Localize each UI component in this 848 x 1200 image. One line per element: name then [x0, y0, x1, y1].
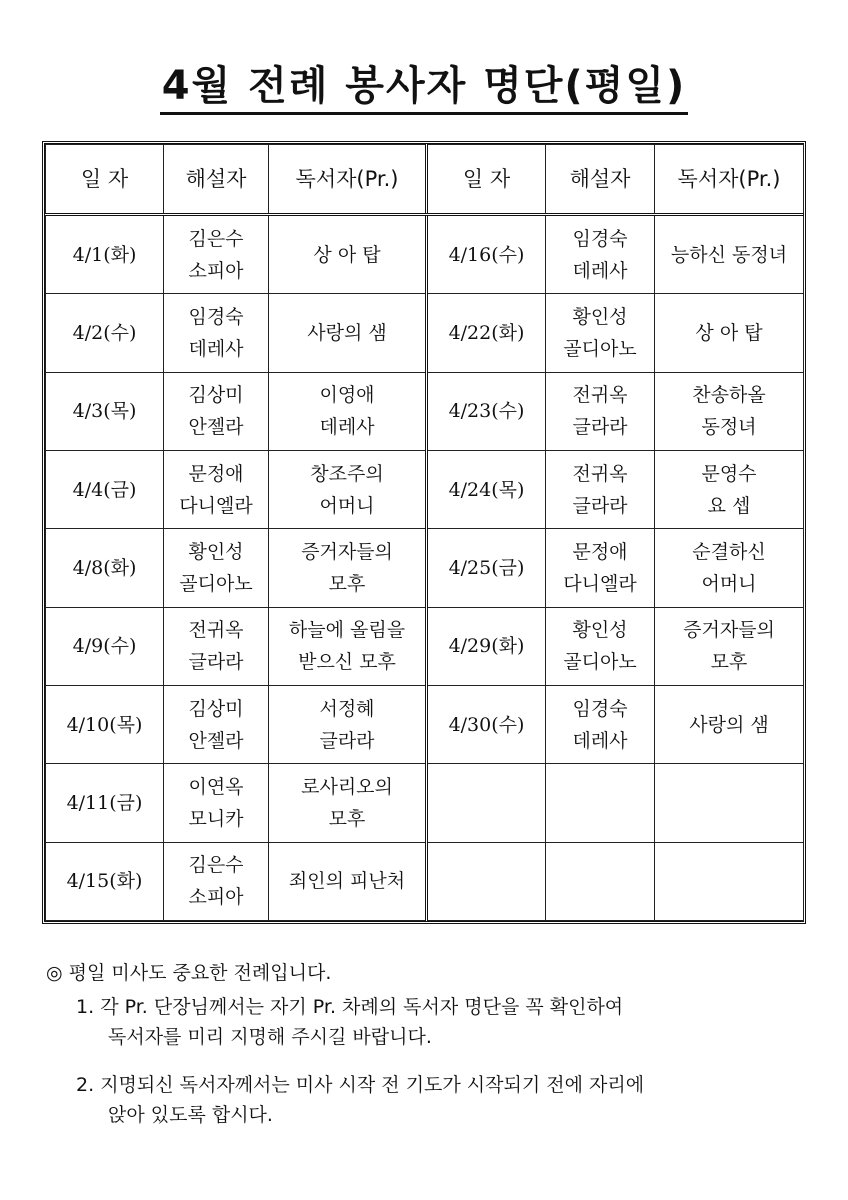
note-number: 2.	[76, 1074, 95, 1096]
date-cell: 4/30(수)	[427, 685, 546, 763]
table-row	[46, 607, 804, 685]
date-cell: 4/1(화)	[46, 215, 164, 294]
table-row	[46, 764, 804, 842]
commentator-cell-line: 황인성	[188, 540, 244, 563]
commentator-cell	[164, 529, 269, 607]
reader-cell	[655, 764, 804, 842]
commentator-cell-line: 골디아노	[563, 651, 637, 674]
reader-cell	[269, 529, 427, 607]
reader-cell	[269, 842, 427, 920]
commentator-cell-line: 임경숙	[572, 227, 628, 250]
commentator-cell-line: 전귀옥	[188, 619, 244, 642]
commentator-cell	[546, 294, 655, 372]
commentator-cell	[164, 685, 269, 763]
reader-cell	[269, 450, 427, 528]
commentator-cell	[164, 450, 269, 528]
commentator-cell-line: 글라라	[572, 416, 628, 439]
table-row	[46, 294, 804, 372]
commentator-cell-line: 데레사	[572, 729, 628, 752]
header-reader-left: 독서자(Pr.)	[269, 145, 427, 215]
header-date-left: 일 자	[46, 145, 164, 215]
note-item	[76, 992, 806, 1052]
date-cell: 4/16(수)	[427, 215, 546, 294]
commentator-cell	[164, 607, 269, 685]
table-row	[46, 842, 804, 920]
reader-cell-line: 모후	[328, 572, 366, 595]
commentator-cell	[546, 215, 655, 294]
reader-cell-line: 어머니	[319, 494, 375, 517]
commentator-cell	[546, 529, 655, 607]
commentator-cell	[546, 685, 655, 763]
note-text-line1: 지명되신 독서자께서는 미사 시작 전 기도가 시작되기 전에 자리에	[100, 1074, 645, 1096]
reader-cell-line: 창조주의	[310, 462, 384, 485]
commentator-cell-line: 글라라	[572, 494, 628, 517]
commentator-cell	[164, 764, 269, 842]
notes-section	[46, 958, 806, 1130]
date-cell: 4/9(수)	[46, 607, 164, 685]
reader-cell-line: 요 셉	[707, 494, 751, 517]
date-cell: 4/29(화)	[427, 607, 546, 685]
reader-cell	[655, 372, 804, 450]
table-row	[46, 372, 804, 450]
reader-cell-line: 상 아 탑	[695, 321, 763, 344]
header-commentator-right: 해설자	[546, 145, 655, 215]
note-text-line2: 독서자를 미리 지명해 주시길 바랍니다.	[108, 1026, 432, 1048]
commentator-cell	[164, 294, 269, 372]
commentator-cell-line: 김은수	[188, 227, 244, 250]
reader-cell-line: 로사리오의	[301, 775, 393, 798]
reader-cell-line: 증거자들의	[683, 619, 775, 642]
reader-cell-line: 상 아 탑	[313, 243, 381, 266]
date-cell: 4/25(금)	[427, 529, 546, 607]
commentator-cell	[546, 450, 655, 528]
reader-cell-line: 서정혜	[319, 697, 375, 720]
reader-cell	[269, 215, 427, 294]
commentator-cell-line: 골디아노	[563, 337, 637, 360]
reader-cell-line: 사랑의 샘	[689, 713, 769, 736]
reader-cell	[269, 372, 427, 450]
reader-cell	[269, 764, 427, 842]
date-cell: 4/11(금)	[46, 764, 164, 842]
reader-cell	[269, 685, 427, 763]
reader-cell-line: 어머니	[701, 572, 757, 595]
commentator-cell-line: 골디아노	[179, 572, 253, 595]
reader-cell	[269, 607, 427, 685]
table-row	[46, 529, 804, 607]
commentator-cell-line: 임경숙	[572, 697, 628, 720]
date-cell: 4/24(목)	[427, 450, 546, 528]
commentator-cell-line: 문정애	[572, 540, 628, 563]
commentator-cell	[164, 372, 269, 450]
reader-cell	[655, 450, 804, 528]
commentator-cell-line: 전귀옥	[572, 384, 628, 407]
reader-cell-line: 하늘에 올림을	[288, 619, 406, 642]
reader-cell-line: 문영수	[701, 462, 757, 485]
reader-cell-line: 순결하신	[692, 540, 766, 563]
reader-cell-line: 사랑의 샘	[307, 321, 387, 344]
commentator-cell-line: 문정애	[188, 462, 244, 485]
commentator-cell-line: 데레사	[188, 337, 244, 360]
commentator-cell-line: 다니엘라	[563, 572, 637, 595]
header-reader-right: 독서자(Pr.)	[655, 145, 804, 215]
note-text-line2: 앉아 있도록 합시다.	[108, 1104, 273, 1126]
schedule-table	[45, 144, 804, 921]
reader-cell	[655, 529, 804, 607]
commentator-cell-line: 모니카	[188, 807, 244, 830]
commentator-cell	[164, 842, 269, 920]
commentator-cell	[546, 372, 655, 450]
commentator-cell-line: 안젤라	[188, 416, 244, 439]
date-cell: 4/23(수)	[427, 372, 546, 450]
commentator-cell-line: 황인성	[572, 619, 628, 642]
date-cell: 4/15(화)	[46, 842, 164, 920]
commentator-cell-line: 다니엘라	[179, 494, 253, 517]
date-cell: 4/3(목)	[46, 372, 164, 450]
reader-cell	[655, 607, 804, 685]
reader-cell-line: 받으신 모후	[298, 651, 396, 674]
note-item	[76, 1070, 806, 1130]
reader-cell-line: 동정녀	[701, 416, 757, 439]
reader-cell-line: 이영애	[319, 384, 375, 407]
date-cell: 4/10(목)	[46, 685, 164, 763]
reader-cell-line: 모후	[710, 651, 748, 674]
reader-cell	[655, 842, 804, 920]
note-text-line1: 각 Pr. 단장님께서는 자기 Pr. 차례의 독서자 명단을 꼭 확인하여	[100, 996, 624, 1018]
commentator-cell-line: 글라라	[188, 651, 244, 674]
commentator-cell-line: 전귀옥	[572, 462, 628, 485]
reader-cell-line: 데레사	[319, 416, 375, 439]
commentator-cell-line: 데레사	[572, 259, 628, 282]
commentator-cell-line: 소피아	[188, 886, 244, 909]
commentator-cell-line: 안젤라	[188, 729, 244, 752]
reader-cell-line: 능하신 동정녀	[670, 243, 788, 266]
reader-cell	[269, 294, 427, 372]
header-row	[46, 145, 804, 215]
date-cell: 4/4(금)	[46, 450, 164, 528]
commentator-cell	[546, 842, 655, 920]
reader-cell	[655, 294, 804, 372]
notes-heading: ◎ 평일 미사도 중요한 전례입니다.	[46, 962, 332, 984]
reader-cell-line: 모후	[328, 807, 366, 830]
table-row	[46, 450, 804, 528]
schedule-body	[46, 215, 804, 921]
reader-cell	[655, 685, 804, 763]
commentator-cell-line: 임경숙	[188, 305, 244, 328]
schedule-table-frame	[42, 141, 806, 924]
commentator-cell-line: 황인성	[572, 305, 628, 328]
date-cell	[427, 842, 546, 920]
table-row	[46, 215, 804, 294]
date-cell	[427, 764, 546, 842]
commentator-cell-line: 김은수	[188, 854, 244, 877]
date-cell: 4/2(수)	[46, 294, 164, 372]
reader-cell-line: 찬송하올	[692, 384, 766, 407]
reader-cell	[655, 215, 804, 294]
note-number: 1.	[76, 996, 95, 1018]
commentator-cell	[164, 215, 269, 294]
reader-cell-line: 글라라	[319, 729, 375, 752]
page-title-text: 4월 전례 봉사자 명단(평일)	[160, 60, 689, 115]
header-commentator-left: 해설자	[164, 145, 269, 215]
header-date-right: 일 자	[427, 145, 546, 215]
commentator-cell	[546, 607, 655, 685]
commentator-cell-line: 김상미	[188, 384, 244, 407]
reader-cell-line: 증거자들의	[301, 540, 393, 563]
reader-cell-line: 죄인의 피난처	[288, 870, 406, 893]
date-cell: 4/8(화)	[46, 529, 164, 607]
table-row	[46, 685, 804, 763]
commentator-cell-line: 이연옥	[188, 775, 244, 798]
commentator-cell-line: 소피아	[188, 259, 244, 282]
date-cell: 4/22(화)	[427, 294, 546, 372]
page-title	[0, 56, 848, 116]
commentator-cell	[546, 764, 655, 842]
commentator-cell-line: 김상미	[188, 697, 244, 720]
